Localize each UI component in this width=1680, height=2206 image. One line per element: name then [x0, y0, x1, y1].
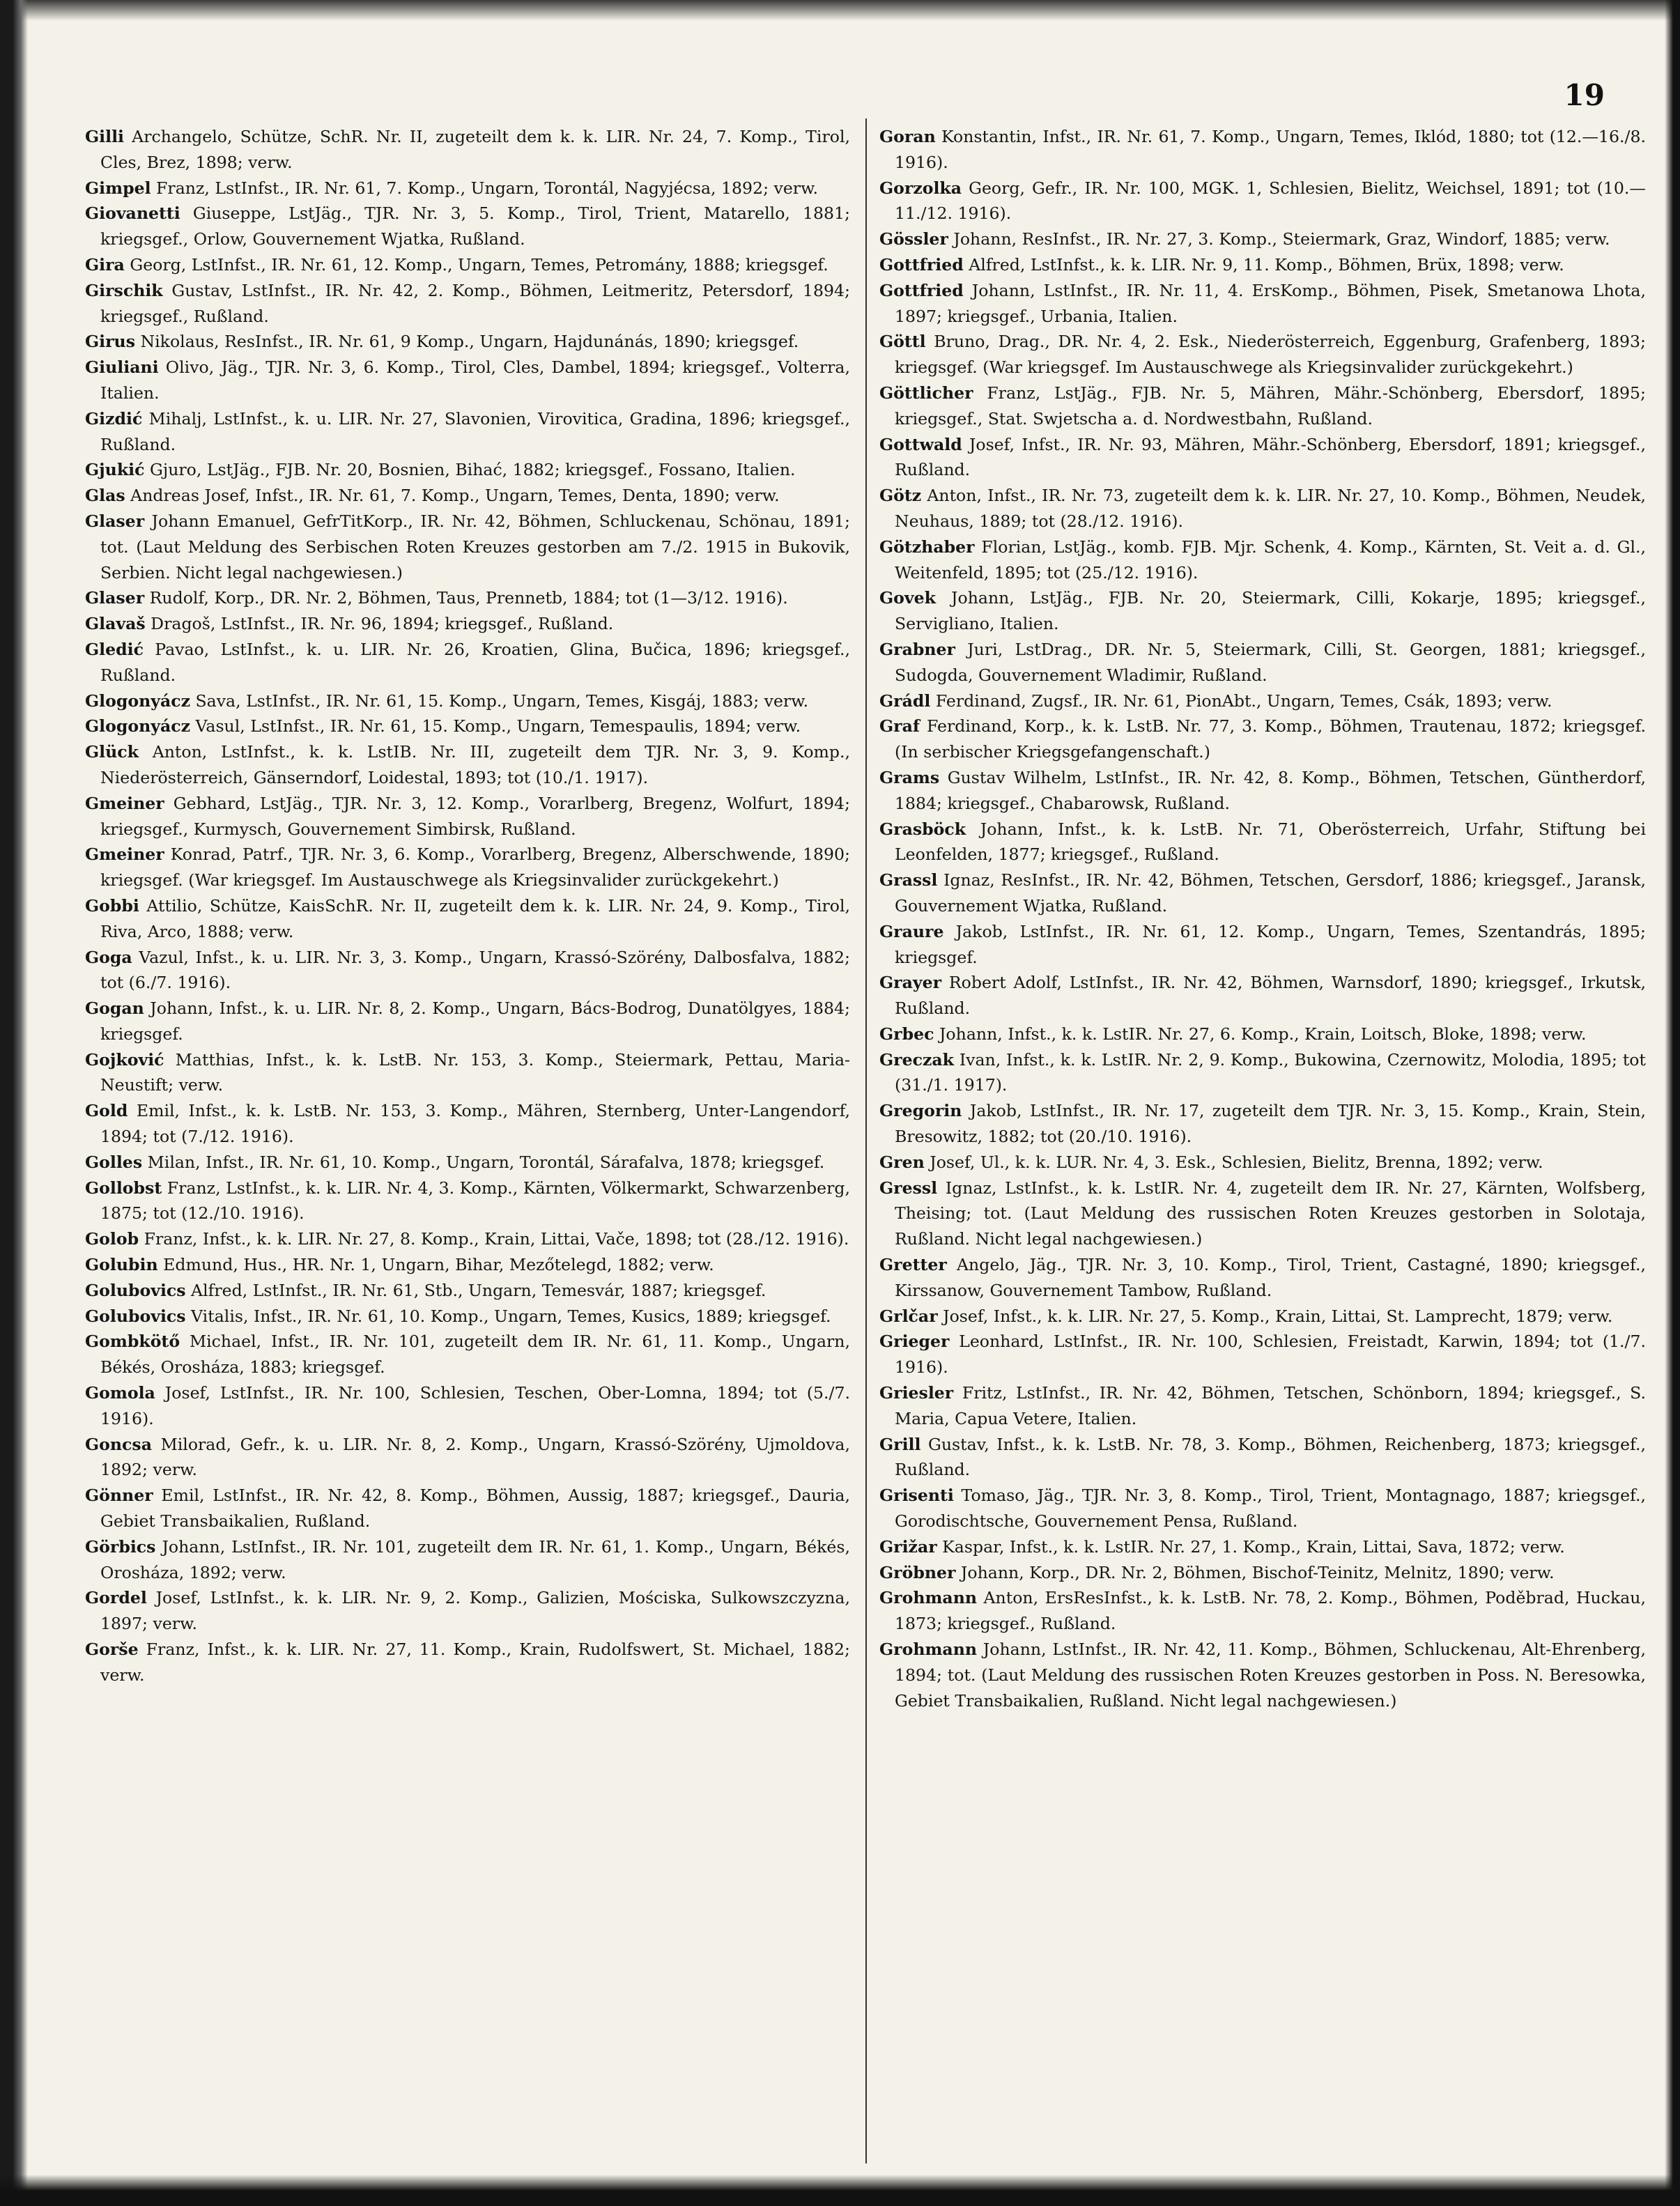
- entry-details: Johann, LstInfst., IR. Nr. 42, 11. Komp., Böhmen, Schluckenau, Alt-Ehrenberg, 1894; tot. (Laut Meldung des russischen Roten Kreuzes gestorben in Poss. N. Beresowka, Gebiet Transbaikalien, Rußland. Nicht legal nachgewiesen.): [895, 1640, 1646, 1711]
- list-entry: [879, 329, 1646, 380]
- entry-details: Georg, LstInfst., IR. Nr. 61, 12. Komp., Ungarn, Temes, Petromány, 1888; kriegsgef.: [124, 254, 829, 275]
- entry-details: Gjuro, LstJäg., FJB. Nr. 20, Bosnien, Bihać, 1882; kriegsgef., Fossano, Italien.: [144, 460, 796, 480]
- entry-details: Angelo, Jäg., TJR. Nr. 3, 10. Komp., Tirol, Trient, Castagné, 1890; kriegsgef., Kirssanow, Gouvernement Tambow, Rußland.: [895, 1255, 1646, 1300]
- entry-surname: Götzhaber: [879, 537, 975, 557]
- entry-details: Archangelo, Schütze, SchR. Nr. II, zugeteilt dem k. k. LIR. Nr. 24, 7. Komp., Tirol, Cles, Brez, 1898; verw.: [100, 127, 850, 172]
- entry-surname: Grayer: [879, 973, 942, 993]
- list-entry: [85, 1226, 850, 1252]
- entry-details: Ignaz, LstInfst., k. k. LstIR. Nr. 4, zugeteilt dem IR. Nr. 27, Kärnten, Wolfsberg, Theising; tot. (Laut Meldung des russischen Roten Kreuzes gestorben in Solotaja, Rußland. Nicht legal nachgewiesen.): [895, 1178, 1646, 1249]
- entry-surname: Gomola: [85, 1383, 155, 1403]
- entry-details: Alfred, LstInfst., k. k. LIR. Nr. 9, 11. Komp., Böhmen, Brüx, 1898; verw.: [963, 254, 1564, 275]
- entry-surname: Golob: [85, 1229, 139, 1249]
- entry-surname: Greczak: [879, 1049, 954, 1070]
- entry-surname: Gren: [879, 1152, 925, 1172]
- entry-details: Konstantin, Infst., IR. Nr. 61, 7. Komp., Ungarn, Temes, Iklód, 1880; tot (12.—16./8. 1916).: [895, 127, 1646, 172]
- list-entry: [85, 124, 850, 176]
- page-edge-right: [1665, 0, 1680, 2206]
- list-entry: [879, 1483, 1646, 1534]
- entry-surname: Gottfried: [879, 254, 964, 275]
- entry-surname: Gmeiner: [85, 844, 164, 865]
- entry-details: Johann, Infst., k. u. LIR. Nr. 8, 2. Komp., Ungarn, Bács-Bodrog, Dunatölgyes, 1884; kriegsgef.: [100, 998, 850, 1044]
- entry-details: Bruno, Drag., DR. Nr. 4, 2. Esk., Niederösterreich, Eggenburg, Grafenberg, 1893; kriegsgef. (War kriegsgef. Im Austauschwege als Kriegsinvalider zurückgekehrt.): [895, 332, 1646, 378]
- list-entry: [879, 124, 1646, 176]
- entry-details: Milorad, Gefr., k. u. LIR. Nr. 8, 2. Komp., Ungarn, Krassó-Szörény, Ujmoldova, 1892; verw.: [100, 1434, 850, 1480]
- list-entry: [879, 432, 1646, 484]
- list-entry: [85, 201, 850, 252]
- list-entry: [879, 278, 1646, 330]
- list-entry: [85, 996, 850, 1047]
- entry-details: Alfred, LstInfst., IR. Nr. 61, Stb., Ungarn, Temesvár, 1887; kriegsgef.: [185, 1280, 766, 1300]
- list-entry: [85, 1304, 850, 1329]
- left-column: [85, 124, 850, 2173]
- entry-details: Johann Emanuel, GefrTitKorp., IR. Nr. 42, Böhmen, Schluckenau, Schönau, 1891; tot. (Laut Meldung des Serbischen Roten Kreuzes gestorben am 7./2. 1915 in Bukovik, Serbien. Nicht legal nachgewiesen.): [100, 511, 850, 583]
- page-number: 19: [1564, 78, 1605, 112]
- entry-surname: Gröbner: [879, 1562, 956, 1582]
- list-entry: [85, 714, 850, 739]
- list-entry: [85, 1585, 850, 1637]
- entry-surname: Gimpel: [85, 178, 151, 198]
- entry-details: Johann, LstInfst., IR. Nr. 11, 4. ErsKomp., Böhmen, Pisek, Smetanowa Lhota, 1897; kriegsgef., Urbania, Italien.: [895, 280, 1646, 326]
- entry-surname: Glas: [85, 486, 125, 506]
- entry-surname: Giuliani: [85, 357, 159, 378]
- entry-surname: Göttl: [879, 332, 926, 352]
- entry-details: Jakob, LstInfst., IR. Nr. 17, zugeteilt dem TJR. Nr. 3, 15. Komp., Krain, Stein, Bresowitz, 1882; tot (20./10. 1916).: [895, 1101, 1646, 1147]
- list-entry: [85, 355, 850, 406]
- entry-surname: Gledić: [85, 639, 144, 659]
- entry-surname: Gorzolka: [879, 178, 962, 198]
- entry-surname: Gjukić: [85, 460, 145, 480]
- entry-details: Johann, LstInfst., IR. Nr. 101, zugeteilt dem IR. Nr. 61, 1. Komp., Ungarn, Békés, Orosháza, 1892; verw.: [100, 1536, 850, 1582]
- entry-surname: Grams: [879, 767, 940, 787]
- list-entry: [85, 457, 850, 483]
- entry-details: Josef, Ul., k. k. LUR. Nr. 4, 3. Esk., Schlesien, Bielitz, Brenna, 1892; verw.: [924, 1152, 1543, 1172]
- entry-surname: Glogonyácz: [85, 716, 190, 736]
- entry-surname: Grižar: [879, 1536, 937, 1557]
- entry-surname: Gönner: [85, 1486, 153, 1506]
- right-column: [879, 124, 1646, 2173]
- list-entry: [879, 1534, 1646, 1560]
- list-entry: [879, 1150, 1646, 1175]
- list-entry: [879, 585, 1646, 637]
- entry-details: Robert Adolf, LstInfst., IR. Nr. 42, Böhmen, Warnsdorf, 1890; kriegsgef., Irkutsk, Rußland.: [895, 973, 1646, 1019]
- entry-details: Andreas Josef, Infst., IR. Nr. 61, 7. Komp., Ungarn, Temes, Denta, 1890; verw.: [125, 486, 780, 506]
- entry-details: Mihalj, LstInfst., k. u. LIR. Nr. 27, Slavonien, Virovitica, Gradina, 1896; kriegsgef., Rußland.: [100, 408, 850, 454]
- entry-surname: Glavaš: [85, 614, 146, 634]
- entry-surname: Gorše: [85, 1640, 139, 1660]
- list-entry: [879, 1380, 1646, 1432]
- list-entry: [85, 688, 850, 714]
- entry-surname: Goga: [85, 947, 132, 967]
- entry-details: Sava, LstInfst., IR. Nr. 61, 15. Komp., Ungarn, Temes, Kisgáj, 1883; verw.: [190, 691, 809, 711]
- list-entry: [85, 1278, 850, 1304]
- entry-surname: Graure: [879, 921, 944, 941]
- list-entry: [85, 329, 850, 355]
- column-divider: [865, 118, 867, 2163]
- entry-details: Ferdinand, Korp., k. k. LstB. Nr. 77, 3. Komp., Böhmen, Trautenau, 1872; kriegsgef. (In serbischer Kriegsgefangenschaft.): [895, 716, 1646, 762]
- list-entry: [879, 1021, 1646, 1047]
- entry-surname: Gollobst: [85, 1178, 162, 1198]
- entry-details: Johann, LstJäg., FJB. Nr. 20, Steiermark, Cilli, Kokarje, 1895; kriegsgef., Servigliano, Italien.: [895, 588, 1646, 634]
- list-entry: [879, 252, 1646, 278]
- entry-surname: Gretter: [879, 1255, 947, 1275]
- list-entry: [879, 637, 1646, 688]
- entry-details: Vasul, LstInfst., IR. Nr. 61, 15. Komp., Ungarn, Temespaulis, 1894; verw.: [190, 716, 801, 736]
- entry-surname: Glaser: [85, 588, 145, 608]
- entry-surname: Gmeiner: [85, 793, 164, 813]
- entry-details: Edmund, Hus., HR. Nr. 1, Ungarn, Bihar, Mezőtelegd, 1882; verw.: [157, 1255, 714, 1275]
- list-entry: [879, 176, 1646, 227]
- entry-surname: Gottwald: [879, 434, 962, 454]
- list-entry: [879, 1637, 1646, 1713]
- list-entry: [879, 1175, 1646, 1252]
- entry-details: Anton, ErsResInfst., k. k. LstB. Nr. 78, 2. Komp., Böhmen, Poděbrad, Huckau, 1873; kriegsgef., Rußland.: [895, 1588, 1646, 1634]
- entry-surname: Gobbi: [85, 895, 139, 916]
- entry-details: Franz, LstInfst., k. k. LIR. Nr. 4, 3. Komp., Kärnten, Völkermarkt, Schwarzenberg, 1875; tot (12./10. 1916).: [100, 1178, 850, 1224]
- entry-details: Georg, Gefr., IR. Nr. 100, MGK. 1, Schlesien, Bielitz, Weichsel, 1891; tot (10.—11./12. 1916).: [895, 178, 1646, 224]
- list-entry: [85, 1150, 850, 1175]
- page-binding-edge: [0, 0, 28, 2206]
- entry-surname: Grohmann: [879, 1640, 978, 1660]
- list-entry: [879, 483, 1646, 534]
- entry-details: Olivo, Jäg., TJR. Nr. 3, 6. Komp., Tirol, Cles, Dambel, 1894; kriegsgef., Volterra, Italien.: [100, 357, 850, 403]
- entry-surname: Görbics: [85, 1536, 156, 1557]
- list-entry: [85, 509, 850, 585]
- list-entry: [879, 867, 1646, 919]
- entry-surname: Golles: [85, 1152, 143, 1172]
- entry-details: Florian, LstJäg., komb. FJB. Mjr. Schenk, 4. Komp., Kärnten, St. Veit a. d. Gl., Weitenfeld, 1895; tot (25./12. 1916).: [895, 537, 1646, 583]
- list-entry: [85, 278, 850, 330]
- list-entry: [879, 1098, 1646, 1150]
- entry-surname: Gordel: [85, 1588, 147, 1608]
- entry-details: Tomaso, Jäg., TJR. Nr. 3, 8. Komp., Tirol, Trient, Montagnago, 1887; kriegsgef., Gorodischtsche, Gouvernement Pensa, Rußland.: [895, 1486, 1646, 1532]
- list-entry: [879, 534, 1646, 586]
- entry-details: Leonhard, LstInfst., IR. Nr. 100, Schlesien, Freistadt, Karwin, 1894; tot (1./7. 1916).: [895, 1332, 1646, 1378]
- entry-details: Emil, LstInfst., IR. Nr. 42, 8. Komp., Böhmen, Aussig, 1887; kriegsgef., Dauria, Gebiet Transbaikalien, Rußland.: [100, 1486, 850, 1532]
- entry-surname: Gombkötő: [85, 1332, 180, 1352]
- entry-details: Franz, LstInfst., IR. Nr. 61, 7. Komp., Ungarn, Torontál, Nagyjécsa, 1892; verw.: [151, 178, 818, 198]
- entry-details: Matthias, Infst., k. k. LstB. Nr. 153, 3. Komp., Steiermark, Pettau, Maria-Neustift; verw.: [100, 1049, 850, 1095]
- list-entry: [85, 176, 850, 201]
- entry-details: Johann, Korp., DR. Nr. 2, Böhmen, Bischof-Teinitz, Melnitz, 1890; verw.: [955, 1562, 1555, 1582]
- list-entry: [85, 1098, 850, 1150]
- entry-details: Jakob, LstInfst., IR. Nr. 61, 12. Komp., Ungarn, Temes, Szentandrás, 1895; kriegsgef.: [895, 921, 1646, 967]
- list-entry: [879, 1560, 1646, 1586]
- entry-details: Nikolaus, ResInfst., IR. Nr. 61, 9 Komp., Ungarn, Hajdunánás, 1890; kriegsgef.: [134, 332, 799, 352]
- entry-details: Josef, Infst., IR. Nr. 93, Mähren, Mähr.-Schönberg, Ebersdorf, 1891; kriegsgef., Rußland.: [895, 434, 1646, 480]
- list-entry: [85, 1637, 850, 1688]
- entry-surname: Gilli: [85, 127, 125, 146]
- entry-surname: Grádl: [879, 691, 931, 711]
- list-entry: [85, 252, 850, 278]
- entry-surname: Grbec: [879, 1024, 934, 1044]
- list-entry: [85, 1047, 850, 1099]
- list-entry: [879, 817, 1646, 868]
- entry-surname: Grisenti: [879, 1486, 954, 1506]
- entry-details: Vazul, Infst., k. u. LIR. Nr. 3, 3. Komp., Ungarn, Krassó-Szörény, Dalbosfalva, 1882; tot (6./7. 1916).: [100, 947, 850, 993]
- list-entry: [85, 739, 850, 791]
- entry-surname: Goncsa: [85, 1434, 152, 1454]
- entry-surname: Grieger: [879, 1332, 950, 1352]
- entry-surname: Golubovics: [85, 1306, 186, 1326]
- list-entry: [879, 380, 1646, 432]
- entry-surname: Girus: [85, 332, 135, 352]
- entry-details: Kaspar, Infst., k. k. LstIR. Nr. 27, 1. Komp., Krain, Littai, Sava, 1872; verw.: [937, 1536, 1565, 1557]
- entry-details: Gustav, LstInfst., IR. Nr. 42, 2. Komp., Böhmen, Leitmeritz, Petersdorf, 1894; kriegsgef., Rußland.: [100, 280, 850, 326]
- list-entry: [85, 1329, 850, 1380]
- entry-surname: Gizdić: [85, 408, 143, 429]
- entry-surname: Grlčar: [879, 1306, 938, 1326]
- list-entry: [879, 1329, 1646, 1380]
- entry-details: Vitalis, Infst., IR. Nr. 61, 10. Komp., Ungarn, Temes, Kusics, 1889; kriegsgef.: [185, 1306, 831, 1326]
- list-entry: [879, 919, 1646, 971]
- entry-details: Josef, LstInfst., k. k. LIR. Nr. 9, 2. Komp., Galizien, Mościska, Sulkowszczyzna, 1897; verw.: [100, 1588, 850, 1634]
- entry-surname: Grohmann: [879, 1588, 978, 1608]
- entry-details: Franz, Infst., k. k. LIR. Nr. 27, 8. Komp., Krain, Littai, Vače, 1898; tot (28./12. 1916).: [139, 1229, 849, 1249]
- entry-details: Pavao, LstInfst., k. u. LIR. Nr. 26, Kroatien, Glina, Bučica, 1896; kriegsgef., Rußland.: [100, 639, 850, 685]
- entry-surname: Grassl: [879, 870, 938, 890]
- entry-details: Giuseppe, LstJäg., TJR. Nr. 3, 5. Komp., Tirol, Trient, Matarello, 1881; kriegsgef., Orlow, Gouvernement Wjatka, Rußland.: [100, 203, 850, 249]
- entry-details: Josef, Infst., k. k. LIR. Nr. 27, 5. Komp., Krain, Littai, St. Lamprecht, 1879; verw.: [937, 1306, 1613, 1326]
- list-entry: [85, 842, 850, 893]
- entry-surname: Gira: [85, 254, 125, 275]
- list-entry: [85, 1534, 850, 1586]
- entry-details: Michael, Infst., IR. Nr. 101, zugeteilt dem IR. Nr. 61, 11. Komp., Ungarn, Békés, Orosháza, 1883; kriegsgef.: [100, 1332, 850, 1378]
- entry-details: Johann, Infst., k. k. LstIR. Nr. 27, 6. Komp., Krain, Loitsch, Bloke, 1898; verw.: [934, 1024, 1587, 1044]
- list-entry: [85, 611, 850, 637]
- entry-surname: Gojković: [85, 1049, 164, 1070]
- entry-details: Milan, Infst., IR. Nr. 61, 10. Komp., Ungarn, Torontál, Sárafalva, 1878; kriegsgef.: [142, 1152, 825, 1172]
- page-edge-bottom: [0, 2175, 1680, 2206]
- entry-surname: Grasböck: [879, 819, 966, 839]
- list-entry: [879, 1585, 1646, 1637]
- entry-surname: Gogan: [85, 998, 144, 1019]
- entry-details: Fritz, LstInfst., IR. Nr. 42, Böhmen, Tetschen, Schönborn, 1894; kriegsgef., S. Maria, Capua Vetere, Italien.: [895, 1383, 1646, 1428]
- entry-details: Ferdinand, Zugsf., IR. Nr. 61, PionAbt., Ungarn, Temes, Csák, 1893; verw.: [930, 691, 1552, 711]
- entry-details: Rudolf, Korp., DR. Nr. 2, Böhmen, Taus, Prennetb, 1884; tot (1—3/12. 1916).: [144, 588, 788, 608]
- entry-surname: Girschik: [85, 280, 163, 300]
- list-entry: [85, 1483, 850, 1534]
- entry-details: Franz, Infst., k. k. LIR. Nr. 27, 11. Komp., Krain, Rudolfswert, St. Michael, 1882; verw.: [100, 1640, 850, 1685]
- entry-details: Josef, LstInfst., IR. Nr. 100, Schlesien, Teschen, Ober-Lomna, 1894; tot (5./7. 1916).: [100, 1383, 850, 1428]
- entry-details: Gustav, Infst., k. k. LstB. Nr. 78, 3. Komp., Böhmen, Reichenberg, 1873; kriegsgef., Rußland.: [895, 1434, 1646, 1480]
- entry-details: Gustav Wilhelm, LstInfst., IR. Nr. 42, 8. Komp., Böhmen, Tetschen, Güntherdorf, 1884; kriegsgef., Chabarowsk, Rußland.: [895, 767, 1646, 813]
- entry-surname: Giovanetti: [85, 203, 180, 224]
- entry-details: Dragoš, LstInfst., IR. Nr. 96, 1894; kriegsgef., Rußland.: [145, 614, 614, 634]
- list-entry: [85, 483, 850, 509]
- entry-surname: Grill: [879, 1434, 921, 1454]
- list-entry: [879, 714, 1646, 765]
- list-entry: [85, 1175, 850, 1227]
- list-entry: [85, 406, 850, 458]
- list-entry: [85, 1380, 850, 1432]
- entry-details: Franz, LstJäg., FJB. Nr. 5, Mähren, Mähr.-Schönberg, Ebersdorf, 1895; kriegsgef., Stat. Swjetscha a. d. Nordwestbahn, Rußland.: [895, 383, 1646, 429]
- entry-details: Attilio, Schütze, KaisSchR. Nr. II, zugeteilt dem k. k. LIR. Nr. 24, 9. Komp., Tirol, Riva, Arco, 1888; verw.: [100, 895, 850, 941]
- entry-details: Ivan, Infst., k. k. LstIR. Nr. 2, 9. Komp., Bukowina, Czernowitz, Molodia, 1895; tot (31./1. 1917).: [895, 1049, 1646, 1095]
- list-entry: [879, 226, 1646, 252]
- entry-surname: Götz: [879, 486, 922, 506]
- list-entry: [85, 893, 850, 945]
- entry-surname: Glogonyácz: [85, 691, 190, 711]
- entry-surname: Gressl: [879, 1178, 938, 1198]
- entry-details: Anton, LstInfst., k. k. LstIB. Nr. III, zugeteilt dem TJR. Nr. 3, 9. Komp., Niederösterreich, Gänserndorf, Loidestal, 1893; tot (10./1. 1917).: [100, 742, 850, 787]
- entry-details: Gebhard, LstJäg., TJR. Nr. 3, 12. Komp., Vorarlberg, Bregenz, Wolfurt, 1894; kriegsgef., Kurmysch, Gouvernement Simbirsk, Rußland.: [100, 793, 850, 839]
- entry-surname: Graf: [879, 716, 920, 736]
- list-entry: [879, 1432, 1646, 1483]
- list-entry: [85, 791, 850, 842]
- entry-surname: Göttlicher: [879, 383, 973, 403]
- list-entry: [879, 1252, 1646, 1304]
- entry-details: Johann, ResInfst., IR. Nr. 27, 3. Komp., Steiermark, Graz, Windorf, 1885; verw.: [948, 229, 1610, 249]
- entry-surname: Gottfried: [879, 280, 964, 300]
- entry-details: Emil, Infst., k. k. LstB. Nr. 153, 3. Komp., Mähren, Sternberg, Unter-Langendorf, 1894; tot (7./12. 1916).: [100, 1101, 850, 1147]
- list-entry: [85, 1252, 850, 1278]
- entry-surname: Glück: [85, 742, 139, 762]
- list-entry: [879, 1304, 1646, 1329]
- entry-surname: Glaser: [85, 511, 145, 531]
- entry-surname: Golubovics: [85, 1280, 186, 1300]
- entry-details: Johann, Infst., k. k. LstB. Nr. 71, Oberösterreich, Urfahr, Stiftung bei Leonfelden, 1877; kriegsgef., Rußland.: [895, 819, 1646, 865]
- entry-surname: Gössler: [879, 229, 948, 249]
- list-entry: [85, 945, 850, 996]
- list-entry: [879, 1047, 1646, 1099]
- entry-details: Anton, Infst., IR. Nr. 73, zugeteilt dem k. k. LIR. Nr. 27, 10. Komp., Böhmen, Neudek, Neuhaus, 1889; tot (28./12. 1916).: [895, 486, 1646, 531]
- entry-surname: Griesler: [879, 1383, 954, 1403]
- list-entry: [85, 637, 850, 688]
- entry-surname: Govek: [879, 588, 936, 608]
- list-entry: [879, 688, 1646, 714]
- list-entry: [879, 970, 1646, 1021]
- entry-surname: Goran: [879, 127, 936, 146]
- entry-surname: Gold: [85, 1101, 128, 1121]
- entry-details: Juri, LstDrag., DR. Nr. 5, Steiermark, Cilli, St. Georgen, 1881; kriegsgef., Sudogda, Gouvernement Wladimir, Rußland.: [895, 639, 1646, 685]
- list-entry: [879, 765, 1646, 817]
- page-shadow-top: [0, 0, 1680, 21]
- entry-surname: Golubin: [85, 1255, 158, 1275]
- entry-details: Ignaz, ResInfst., IR. Nr. 42, Böhmen, Tetschen, Gersdorf, 1886; kriegsgef., Jaransk, Gouvernement Wjatka, Rußland.: [895, 870, 1646, 916]
- list-entry: [85, 1432, 850, 1483]
- entry-details: Konrad, Patrf., TJR. Nr. 3, 6. Komp., Vorarlberg, Bregenz, Alberschwende, 1890; kriegsgef. (War kriegsgef. Im Austauschwege als Kriegsinvalider zurückgekehrt.): [100, 844, 850, 890]
- entry-surname: Gregorin: [879, 1101, 962, 1121]
- list-entry: [85, 585, 850, 611]
- entry-surname: Grabner: [879, 639, 955, 659]
